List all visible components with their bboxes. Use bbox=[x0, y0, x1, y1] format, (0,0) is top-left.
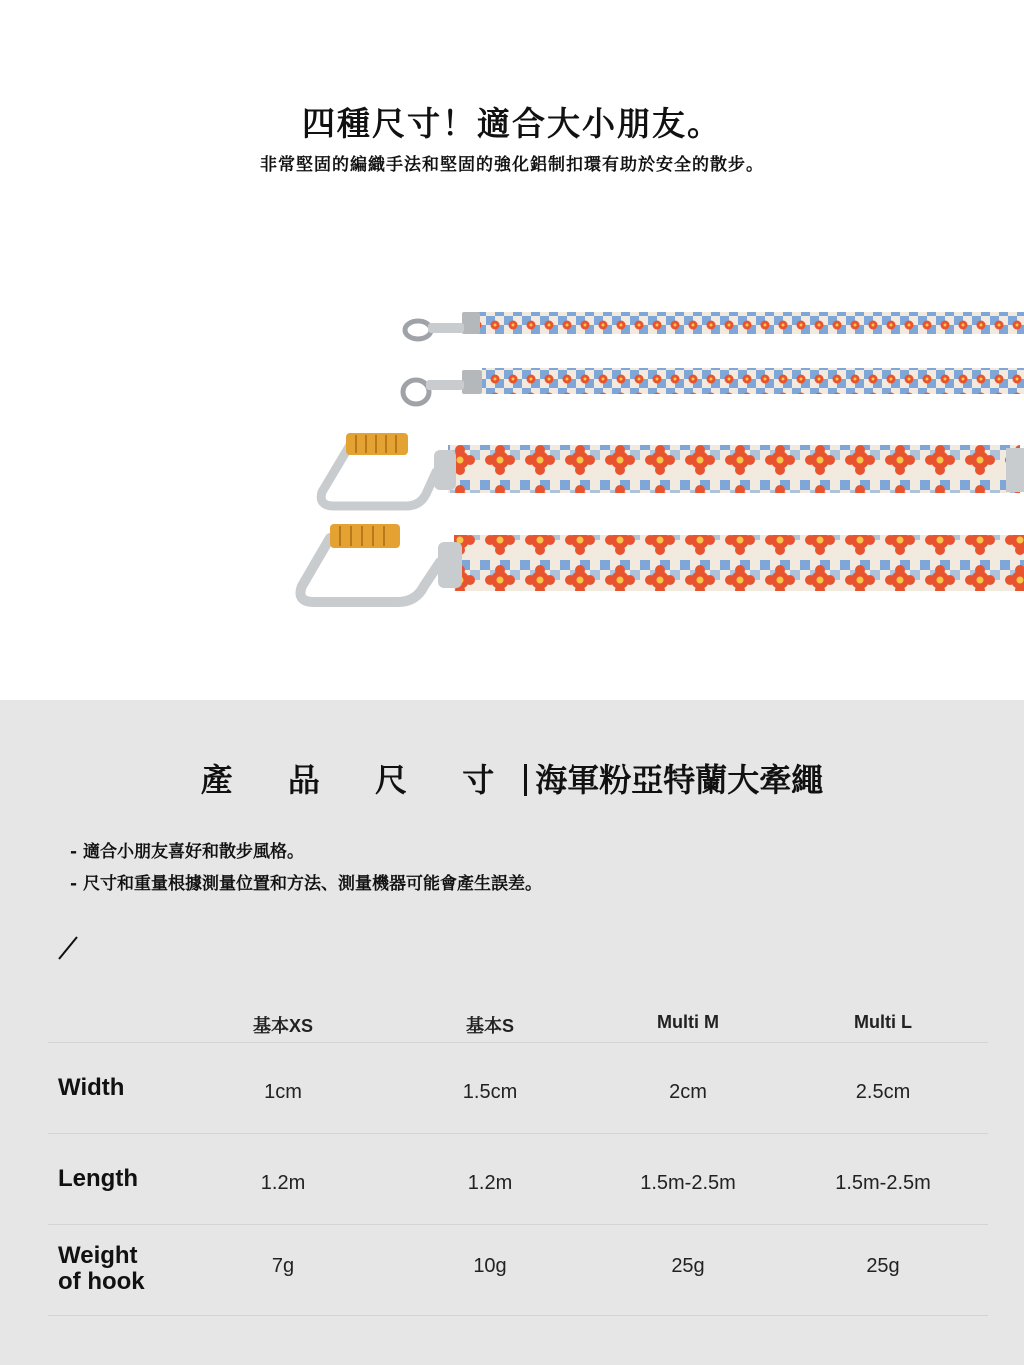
table-cell: 10g bbox=[473, 1255, 507, 1277]
table-row bbox=[48, 1224, 988, 1315]
row-label bbox=[58, 1243, 145, 1295]
leash-m bbox=[321, 433, 1024, 506]
hero-subtitle: 非常堅固的編織手法和堅固的強化鋁制扣環有助於安全的散步。 bbox=[260, 155, 764, 175]
spec-title-label: 產 品 尺 寸 bbox=[200, 761, 517, 799]
note-item: - 尺寸和重量根據測量位置和方法、測量機器可能會產生誤差。 bbox=[70, 874, 542, 894]
leash-l bbox=[301, 524, 1024, 602]
table-cell: 25g bbox=[671, 1255, 705, 1277]
table-cell: 2.5cm bbox=[855, 1081, 911, 1103]
row-label: Length bbox=[58, 1165, 138, 1192]
table-cell: 7g bbox=[271, 1255, 295, 1277]
size-table bbox=[48, 990, 988, 1316]
table-cell: 1.2m bbox=[467, 1172, 513, 1194]
leash-s bbox=[403, 368, 1024, 404]
leash-xs bbox=[405, 312, 1024, 339]
table-cell: 1.5m-2.5m bbox=[835, 1172, 931, 1194]
column-header: Multi L bbox=[854, 1012, 912, 1032]
title-divider bbox=[524, 764, 527, 796]
spec-section bbox=[0, 700, 1024, 1365]
table-row bbox=[48, 1042, 988, 1133]
note-item: - 適合小朋友喜好和散步風格。 bbox=[70, 842, 304, 862]
spec-title bbox=[0, 755, 1024, 801]
table-cell: 1.5cm bbox=[462, 1081, 518, 1103]
table-bottom-rule bbox=[48, 1315, 988, 1316]
slash-icon bbox=[56, 934, 80, 962]
column-header: 基本S bbox=[465, 1016, 514, 1036]
table-row bbox=[48, 1133, 988, 1224]
notes-list bbox=[70, 836, 542, 900]
table-cell: 1.2m bbox=[260, 1172, 306, 1194]
table-cell: 25g bbox=[866, 1255, 900, 1277]
row-label-line: Weight bbox=[58, 1242, 138, 1269]
hero-title: 四種尺寸！適合大小朋友。 bbox=[302, 104, 722, 143]
table-cell: 1cm bbox=[264, 1081, 302, 1103]
row-label-line: of hook bbox=[58, 1268, 145, 1295]
table-header-row bbox=[48, 990, 988, 1042]
carabiner-icon bbox=[301, 524, 441, 602]
column-header: Multi M bbox=[657, 1012, 719, 1032]
column-header: 基本XS bbox=[252, 1016, 313, 1036]
snap-hook-icon bbox=[403, 380, 464, 404]
snap-hook-icon bbox=[405, 321, 464, 339]
leash-product-image bbox=[0, 280, 1024, 620]
table-cell: 1.5m-2.5m bbox=[640, 1172, 736, 1194]
row-label: Width bbox=[58, 1074, 125, 1101]
table-cell: 2cm bbox=[669, 1081, 707, 1103]
carabiner-icon bbox=[321, 433, 436, 506]
spec-title-product: 海軍粉亞特蘭大牽繩 bbox=[535, 761, 824, 799]
